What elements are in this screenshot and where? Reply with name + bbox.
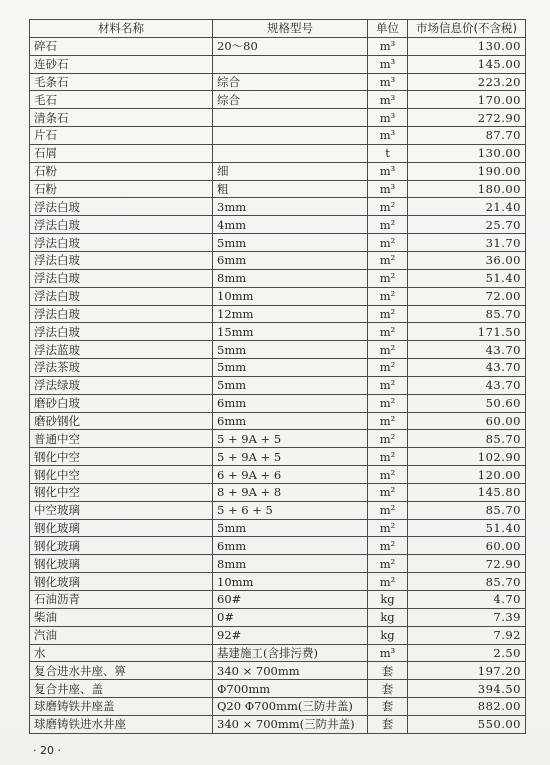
cell-unit: m² bbox=[368, 573, 408, 591]
cell-material-name: 钢化玻璃 bbox=[30, 555, 213, 573]
cell-price: 43.70 bbox=[408, 341, 526, 359]
table-row bbox=[30, 251, 526, 269]
cell-spec-model: 10mm bbox=[213, 573, 368, 591]
cell-price: 60.00 bbox=[408, 537, 526, 555]
table-row bbox=[30, 519, 526, 537]
table-row bbox=[30, 341, 526, 359]
cell-material-name: 石屑 bbox=[30, 144, 213, 162]
cell-spec-model: 6mm bbox=[213, 251, 368, 269]
table-row bbox=[30, 55, 526, 73]
cell-unit: m³ bbox=[368, 644, 408, 662]
cell-unit: m² bbox=[368, 376, 408, 394]
cell-spec-model: 10mm bbox=[213, 287, 368, 305]
cell-unit: m² bbox=[368, 323, 408, 341]
cell-unit: m² bbox=[368, 519, 408, 537]
cell-unit: m³ bbox=[368, 55, 408, 73]
cell-material-name: 钢化玻璃 bbox=[30, 537, 213, 555]
table-row bbox=[30, 73, 526, 91]
cell-price: 43.70 bbox=[408, 359, 526, 377]
cell-price: 145.80 bbox=[408, 483, 526, 501]
cell-spec-model: Q20 Φ700mm(三防井盖) bbox=[213, 698, 368, 716]
cell-unit: m³ bbox=[368, 109, 408, 127]
cell-unit: m³ bbox=[368, 180, 408, 198]
cell-unit: m² bbox=[368, 448, 408, 466]
table-row bbox=[30, 305, 526, 323]
cell-material-name: 浮法白玻 bbox=[30, 287, 213, 305]
cell-unit: m² bbox=[368, 234, 408, 252]
table-row bbox=[30, 394, 526, 412]
cell-spec-model: 5mm bbox=[213, 359, 368, 377]
cell-price: 21.40 bbox=[408, 198, 526, 216]
cell-material-name: 碎石 bbox=[30, 37, 213, 55]
cell-unit: m² bbox=[368, 269, 408, 287]
table-row bbox=[30, 287, 526, 305]
page-number: · 20 · bbox=[33, 744, 61, 757]
cell-spec-model: 8mm bbox=[213, 269, 368, 287]
material-price-table bbox=[29, 19, 526, 734]
table-row bbox=[30, 430, 526, 448]
cell-material-name: 复合进水井座、箅 bbox=[30, 662, 213, 680]
cell-spec-model: 6 + 9A + 6 bbox=[213, 466, 368, 484]
cell-spec-model: 5mm bbox=[213, 341, 368, 359]
cell-unit: m² bbox=[368, 251, 408, 269]
cell-unit: kg bbox=[368, 608, 408, 626]
table-body bbox=[30, 37, 526, 733]
cell-price: 85.70 bbox=[408, 573, 526, 591]
cell-unit: m² bbox=[368, 466, 408, 484]
cell-material-name: 普通中空 bbox=[30, 430, 213, 448]
cell-material-name: 钢化中空 bbox=[30, 483, 213, 501]
cell-unit: m² bbox=[368, 412, 408, 430]
cell-material-name: 球磨铸铁井座盖 bbox=[30, 698, 213, 716]
table-row bbox=[30, 591, 526, 609]
cell-material-name: 球磨铸铁进水井座 bbox=[30, 715, 213, 733]
table-row bbox=[30, 662, 526, 680]
cell-price: 25.70 bbox=[408, 216, 526, 234]
cell-price: 85.70 bbox=[408, 501, 526, 519]
table-row bbox=[30, 537, 526, 555]
cell-price: 72.90 bbox=[408, 555, 526, 573]
cell-material-name: 毛条石 bbox=[30, 73, 213, 91]
cell-unit: m³ bbox=[368, 91, 408, 109]
table-row bbox=[30, 376, 526, 394]
table-row bbox=[30, 412, 526, 430]
cell-unit: m² bbox=[368, 341, 408, 359]
table-row bbox=[30, 144, 526, 162]
table-row bbox=[30, 162, 526, 180]
cell-spec-model bbox=[213, 109, 368, 127]
cell-price: 72.00 bbox=[408, 287, 526, 305]
cell-unit: m³ bbox=[368, 127, 408, 145]
table-row bbox=[30, 644, 526, 662]
cell-price: 51.40 bbox=[408, 269, 526, 287]
cell-material-name: 浮法白玻 bbox=[30, 305, 213, 323]
cell-spec-model: 5mm bbox=[213, 376, 368, 394]
cell-unit: m² bbox=[368, 305, 408, 323]
cell-material-name: 汽油 bbox=[30, 626, 213, 644]
cell-unit: m² bbox=[368, 198, 408, 216]
cell-unit: m² bbox=[368, 359, 408, 377]
table-row bbox=[30, 626, 526, 644]
cell-spec-model: 340 × 700mm bbox=[213, 662, 368, 680]
cell-price: 36.00 bbox=[408, 251, 526, 269]
cell-unit: kg bbox=[368, 591, 408, 609]
table-row bbox=[30, 483, 526, 501]
cell-material-name: 钢化中空 bbox=[30, 466, 213, 484]
cell-material-name: 石粉 bbox=[30, 180, 213, 198]
cell-material-name: 浮法绿玻 bbox=[30, 376, 213, 394]
cell-spec-model bbox=[213, 127, 368, 145]
cell-material-name: 中空玻璃 bbox=[30, 501, 213, 519]
cell-unit: m² bbox=[368, 216, 408, 234]
table-row bbox=[30, 573, 526, 591]
cell-material-name: 浮法蓝玻 bbox=[30, 341, 213, 359]
cell-price: 882.00 bbox=[408, 698, 526, 716]
cell-unit: kg bbox=[368, 626, 408, 644]
table-row bbox=[30, 269, 526, 287]
cell-unit: t bbox=[368, 144, 408, 162]
cell-material-name: 石油沥青 bbox=[30, 591, 213, 609]
table-header-row bbox=[30, 20, 526, 38]
cell-price: 170.00 bbox=[408, 91, 526, 109]
table-row bbox=[30, 180, 526, 198]
cell-price: 85.70 bbox=[408, 430, 526, 448]
cell-price: 223.20 bbox=[408, 73, 526, 91]
cell-unit: 套 bbox=[368, 698, 408, 716]
cell-spec-model: 92# bbox=[213, 626, 368, 644]
cell-price: 102.90 bbox=[408, 448, 526, 466]
table-row bbox=[30, 680, 526, 698]
cell-unit: m² bbox=[368, 394, 408, 412]
table-row bbox=[30, 608, 526, 626]
table-row bbox=[30, 234, 526, 252]
cell-spec-model: 8mm bbox=[213, 555, 368, 573]
cell-price: 43.70 bbox=[408, 376, 526, 394]
header-unit: 单位 bbox=[368, 20, 408, 38]
cell-spec-model: 5mm bbox=[213, 519, 368, 537]
cell-unit: m² bbox=[368, 430, 408, 448]
table-row bbox=[30, 698, 526, 716]
cell-price: 4.70 bbox=[408, 591, 526, 609]
cell-spec-model: 细 bbox=[213, 162, 368, 180]
cell-unit: m² bbox=[368, 501, 408, 519]
cell-price: 60.00 bbox=[408, 412, 526, 430]
table-row bbox=[30, 555, 526, 573]
cell-material-name: 磨砂白玻 bbox=[30, 394, 213, 412]
cell-spec-model: 综合 bbox=[213, 91, 368, 109]
cell-spec-model: 6mm bbox=[213, 412, 368, 430]
cell-spec-model: 20～80 bbox=[213, 37, 368, 55]
table-row bbox=[30, 448, 526, 466]
cell-material-name: 浮法白玻 bbox=[30, 216, 213, 234]
cell-price: 130.00 bbox=[408, 37, 526, 55]
cell-price: 171.50 bbox=[408, 323, 526, 341]
cell-price: 180.00 bbox=[408, 180, 526, 198]
cell-price: 2.50 bbox=[408, 644, 526, 662]
header-spec-model: 规格型号 bbox=[213, 20, 368, 38]
cell-material-name: 清条石 bbox=[30, 109, 213, 127]
cell-spec-model: 5 + 9A + 5 bbox=[213, 430, 368, 448]
table-row bbox=[30, 323, 526, 341]
cell-price: 145.00 bbox=[408, 55, 526, 73]
cell-price: 85.70 bbox=[408, 305, 526, 323]
cell-material-name: 浮法茶玻 bbox=[30, 359, 213, 377]
cell-price: 7.92 bbox=[408, 626, 526, 644]
cell-spec-model: 粗 bbox=[213, 180, 368, 198]
cell-material-name: 毛石 bbox=[30, 91, 213, 109]
cell-price: 394.50 bbox=[408, 680, 526, 698]
cell-price: 31.70 bbox=[408, 234, 526, 252]
cell-spec-model: 340 × 700mm(三防井盖) bbox=[213, 715, 368, 733]
cell-price: 7.39 bbox=[408, 608, 526, 626]
cell-material-name: 水 bbox=[30, 644, 213, 662]
table-row bbox=[30, 501, 526, 519]
cell-spec-model: 4mm bbox=[213, 216, 368, 234]
cell-unit: m³ bbox=[368, 37, 408, 55]
cell-spec-model: 5mm bbox=[213, 234, 368, 252]
cell-price: 190.00 bbox=[408, 162, 526, 180]
cell-price: 120.00 bbox=[408, 466, 526, 484]
table-row bbox=[30, 715, 526, 733]
cell-spec-model bbox=[213, 55, 368, 73]
cell-price: 130.00 bbox=[408, 144, 526, 162]
header-market-price: 市场信息价(不含税) bbox=[408, 20, 526, 38]
cell-material-name: 浮法白玻 bbox=[30, 251, 213, 269]
cell-material-name: 复合井座、盖 bbox=[30, 680, 213, 698]
table-row bbox=[30, 127, 526, 145]
cell-material-name: 连砂石 bbox=[30, 55, 213, 73]
cell-spec-model: 6mm bbox=[213, 537, 368, 555]
cell-material-name: 浮法白玻 bbox=[30, 323, 213, 341]
cell-material-name: 钢化中空 bbox=[30, 448, 213, 466]
cell-spec-model: 6mm bbox=[213, 394, 368, 412]
table-row bbox=[30, 37, 526, 55]
cell-price: 272.90 bbox=[408, 109, 526, 127]
cell-spec-model: 8 + 9A + 8 bbox=[213, 483, 368, 501]
cell-spec-model bbox=[213, 144, 368, 162]
table-row bbox=[30, 359, 526, 377]
cell-material-name: 磨砂钢化 bbox=[30, 412, 213, 430]
cell-spec-model: 5 + 6 + 5 bbox=[213, 501, 368, 519]
cell-price: 50.60 bbox=[408, 394, 526, 412]
table-row bbox=[30, 466, 526, 484]
cell-unit: m² bbox=[368, 555, 408, 573]
cell-unit: m² bbox=[368, 287, 408, 305]
table-row bbox=[30, 216, 526, 234]
cell-unit: m² bbox=[368, 537, 408, 555]
cell-price: 197.20 bbox=[408, 662, 526, 680]
cell-spec-model: Φ700mm bbox=[213, 680, 368, 698]
cell-spec-model: 12mm bbox=[213, 305, 368, 323]
cell-unit: m² bbox=[368, 483, 408, 501]
cell-material-name: 片石 bbox=[30, 127, 213, 145]
cell-price: 51.40 bbox=[408, 519, 526, 537]
cell-spec-model: 0# bbox=[213, 608, 368, 626]
cell-material-name: 浮法白玻 bbox=[30, 269, 213, 287]
cell-spec-model: 综合 bbox=[213, 73, 368, 91]
cell-price: 550.00 bbox=[408, 715, 526, 733]
table-row bbox=[30, 91, 526, 109]
cell-spec-model: 60# bbox=[213, 591, 368, 609]
cell-unit: m³ bbox=[368, 162, 408, 180]
table-row bbox=[30, 198, 526, 216]
header-material-name: 材料名称 bbox=[30, 20, 213, 38]
cell-spec-model: 15mm bbox=[213, 323, 368, 341]
cell-unit: 套 bbox=[368, 680, 408, 698]
cell-spec-model: 5 + 9A + 5 bbox=[213, 448, 368, 466]
cell-material-name: 石粉 bbox=[30, 162, 213, 180]
cell-spec-model: 基建施工(含排污费) bbox=[213, 644, 368, 662]
cell-material-name: 钢化玻璃 bbox=[30, 573, 213, 591]
cell-price: 87.70 bbox=[408, 127, 526, 145]
cell-unit: m³ bbox=[368, 73, 408, 91]
cell-material-name: 柴油 bbox=[30, 608, 213, 626]
cell-unit: 套 bbox=[368, 662, 408, 680]
cell-material-name: 钢化玻璃 bbox=[30, 519, 213, 537]
table-row bbox=[30, 109, 526, 127]
cell-unit: 套 bbox=[368, 715, 408, 733]
cell-material-name: 浮法白玻 bbox=[30, 234, 213, 252]
cell-material-name: 浮法白玻 bbox=[30, 198, 213, 216]
cell-spec-model: 3mm bbox=[213, 198, 368, 216]
